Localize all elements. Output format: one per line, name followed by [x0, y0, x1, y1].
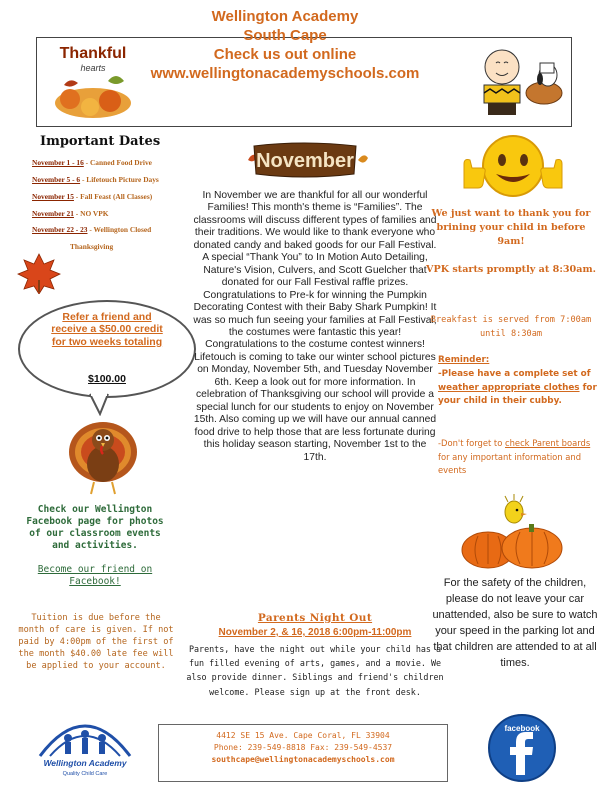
refer-amount: $100.00	[88, 373, 126, 385]
speech-bubble-tail	[86, 392, 116, 416]
date-event: - Fall Feast (All Classes)	[73, 192, 153, 201]
reminder-title: Reminder:	[438, 355, 490, 365]
website-link[interactable]: www.wellingtonacademyschools.com	[150, 65, 420, 82]
date-event: - Wellington Closed	[87, 225, 152, 234]
reminder-clothes-text: -Please have a complete set of	[438, 369, 591, 379]
date-item	[32, 225, 151, 234]
reminder-clothes-text-end: for your child in their cubby.	[438, 382, 597, 406]
facebook-friend-link[interactable]: Become our friend on Facebook!	[37, 564, 153, 587]
november-banner	[240, 138, 370, 182]
parents-night-out-date: November 2, & 16, 2018 6:00pm-11:00pm	[218, 627, 412, 638]
refer-text: Refer a friend and receive a $50.00 credit for two weeks totaling	[51, 311, 163, 348]
footer-phone: Phone: 239-549-8818 Fax: 239-549-4537	[213, 743, 393, 752]
header-cta: Check us out online	[213, 46, 357, 63]
november-banner-text: November	[256, 150, 354, 172]
turkey-icon	[64, 414, 142, 498]
wellington-academy-logo	[30, 712, 140, 778]
footer-address: 4412 SE 15 Ave. Cape Coral, FL 33904	[216, 731, 390, 740]
reminder-boards-emphasis: check Parent boards	[505, 438, 591, 448]
thank-you-message: We just want to thank you for brining your child in before 9am!	[431, 208, 591, 247]
facebook-icon-label: facebook	[504, 724, 540, 733]
date-item	[70, 242, 113, 251]
parents-night-out-body: Parents, have the night out while your child has a fun filled evening of arts, games, and a movie. We also provide dinner. Siblings and friend's children welcome. Please sign up at the front desk.	[186, 644, 444, 697]
date-label: November 1 - 16	[32, 158, 84, 167]
autumn-leaf-icon	[14, 252, 64, 294]
parents-night-out-title: Parents Night Out	[257, 612, 373, 624]
date-event: - NO VPK	[73, 209, 109, 218]
facebook-icon[interactable]	[487, 713, 557, 783]
date-item	[32, 209, 109, 218]
facebook-promo-text: Check our Wellington Facebook page for photos of our classroom events and activities.	[26, 504, 164, 551]
vpk-notice: VPK starts promptly at 8:30am.	[426, 264, 596, 275]
reminder-clothes	[438, 368, 598, 409]
date-label: November 15	[32, 192, 74, 201]
footer-email[interactable]: southcape@wellingtonacademyschools.com	[211, 755, 395, 764]
reminder-clothes-emphasis: weather appropriate clothes	[438, 382, 580, 393]
charlie-brown-snoopy-icon	[474, 41, 566, 123]
safety-notice: For the safety of the children, please do not leave your car unattended, also be sure to watch your speed in the parking lot and that children are attended to at all times.	[432, 577, 598, 669]
reminder-parent-boards	[438, 437, 598, 478]
svg-text:hearts: hearts	[80, 63, 106, 73]
thankful-logo-text: Thankful	[59, 45, 127, 62]
date-label: November 22 - 23	[32, 225, 88, 234]
reminder-boards-text: -Don't forget to	[438, 438, 506, 448]
date-event: - Lifetouch Picture Days	[80, 175, 159, 184]
breakfast-notice: Breakfast is served from 7:00am until 8:30am	[430, 315, 592, 339]
logo-name: Wellington Academy	[43, 758, 127, 768]
newsletter-body: In November we are thankful for all our wonderful Families! This month's theme is “Families”. The classrooms will discuss different types of families and their traditions. We would like to thank everyone who donated candy and baked goods for our Fall Festival. A special “Thank You” to In Motion Auto Detailing, Nature's Vision, Culvers, and Scott Guelcher that donated for our Fall Festival raffle prizes. Congratulations to Pre-k for winning the Pumpkin Decorating Contest with their Baby Shark Pumpkin! It was so much fun seeing your families at Fall Festival, the costumes were fantastic this year! Congratulations to the costume contest winners! Lifetouch is coming to take our winter school pictures on Monday, November 5th, and Tuesday November 6th. Keep a look out for more information. In celebration of Thanksgiving our school will provide a special lunch for our students to enjoy on November 15th. Also coming up we will have our annual canned food drive to help those that are less fortunate during this holiday season starting, November 1st to the 17th.	[193, 190, 437, 463]
date-item	[32, 158, 152, 167]
important-dates-title: Important Dates	[40, 134, 161, 149]
woodstock-pumpkins-icon	[458, 494, 568, 570]
date-label: November 5 - 6	[32, 175, 81, 184]
thankful-logo	[48, 41, 138, 123]
logo-tagline: Quality Child Care	[62, 771, 108, 777]
date-event: - Canned Food Drive	[83, 158, 152, 167]
school-name: Wellington Academy	[211, 8, 359, 25]
date-label: November 21	[32, 209, 74, 218]
date-event: Thanksgiving	[70, 242, 114, 251]
reminder-boards-text-end: for any important information and events	[438, 451, 582, 475]
date-item	[32, 175, 159, 184]
date-item	[32, 192, 152, 201]
thumbs-up-emoji-icon	[450, 130, 576, 208]
tuition-notice: Tuition is due before the month of care is given. If not paid by 4:00pm of the first of the month $40.00 late fee will be applied to your account.	[18, 613, 174, 671]
campus-name: South Cape	[243, 27, 327, 44]
